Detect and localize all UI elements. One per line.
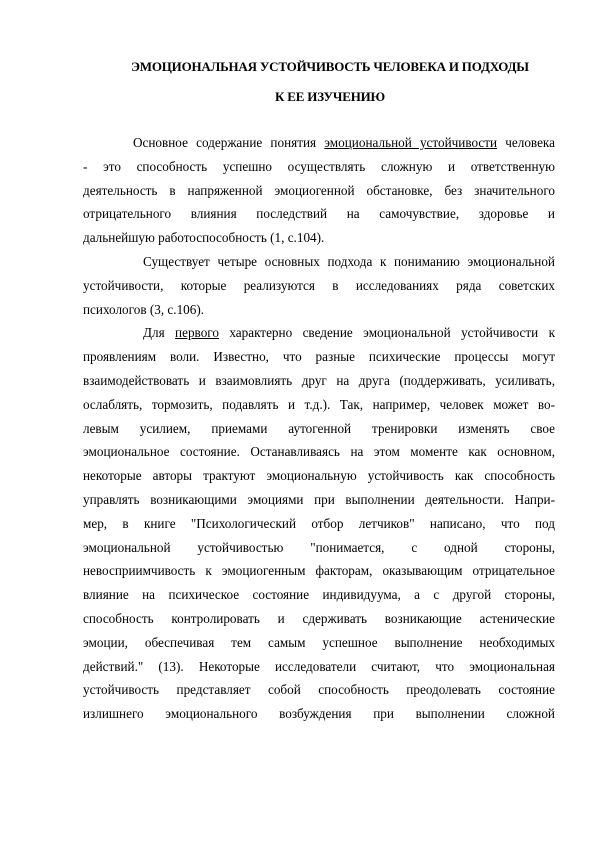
paragraph-line: управлять возникающими эмоциями при выполнении деятельности. Напри- [83, 491, 555, 507]
paragraph-line: ослаблять, тормозить, подавлять и т.д.). Так, например, человек может во- [83, 396, 555, 412]
text-run: человека [497, 135, 555, 150]
paragraph-line: мер, в книге "Психологический отбор летчиков" написано, что под [83, 515, 555, 531]
paragraph-line [83, 321, 555, 345]
paragraph-line: невосприимчивость к эмоциогенным факторам, оказывающим отрицательное [83, 563, 555, 579]
underlined-term: эмоциональной устойчивости [324, 135, 498, 150]
paragraph-line: дальнейшую работоспособность (1, с.104). [83, 230, 325, 246]
paragraph-line: устойчивость представляет собой способность преодолевать состояние [83, 682, 555, 698]
paragraph-line: излишнего эмоционального возбуждения при выполнении сложной [83, 706, 555, 722]
paragraph-2 [83, 250, 555, 321]
paragraph-line: способность контролировать и сдерживать возникающие астенические [83, 610, 555, 626]
paragraph-line: Существует четыре основных подхода к пониманию эмоциональной [143, 253, 555, 269]
paragraph-line: взаимодействовать и взаимовлиять друг на друга (поддерживать, усиливать, [83, 372, 555, 388]
paragraph-line: психологов (3, с.106). [83, 301, 205, 317]
text-run: Основное содержание понятия [133, 135, 325, 150]
text-run: характерно сведение эмоциональной устойчивости к [218, 325, 555, 341]
document-title-line-2: К ЕЕ ИЗУЧЕНИЮ [275, 89, 385, 104]
paragraph-line: эмоции, обеспечивая тем самым успешное выполнение необходимых [83, 634, 555, 650]
paragraph-line: левым усилием, приемами аутогенной тренировки изменять свое [83, 420, 555, 436]
paragraph-1 [83, 131, 555, 250]
paragraph-line: эмоциональное состояние. Останавливаясь на этом моменте как основном, [83, 444, 555, 460]
paragraph-line: проявлениям воли. Известно, что разные психические процессы могут [83, 349, 555, 365]
document-title-line-1: ЭМОЦИОНАЛЬНАЯ УСТОЙЧИВОСТЬ ЧЕЛОВЕКА И ПОДХОДЫ [131, 59, 529, 74]
paragraph-line: влияние на психическое состояние индивидуума, а с другой стороны, [83, 587, 555, 603]
text-run: Для [143, 325, 176, 341]
paragraph-line: действий." (13). Некоторые исследователи считают, что эмоциональная [83, 658, 555, 674]
paragraph-3 [83, 321, 555, 726]
paragraph-line: - это способность успешно осуществлять сложную и ответственную [83, 158, 555, 174]
paragraph-line: устойчивости, которые реализуются в исследованиях ряда советских [83, 277, 555, 293]
paragraph-line: некоторые авторы трактуют эмоциональную устойчивость как способность [83, 468, 555, 484]
paragraph-line [83, 131, 555, 155]
paragraph-line: отрицательного влияния последствий на самочувствие, здоровье и [83, 206, 555, 222]
paragraph-line: деятельность в напряженной эмоциогенной обстановке, без значительного [83, 182, 555, 198]
paragraph-line: эмоциональной устойчивостью "понимается, с одной стороны, [83, 539, 555, 555]
underlined-term: первого [175, 325, 219, 341]
document-body [83, 131, 555, 726]
